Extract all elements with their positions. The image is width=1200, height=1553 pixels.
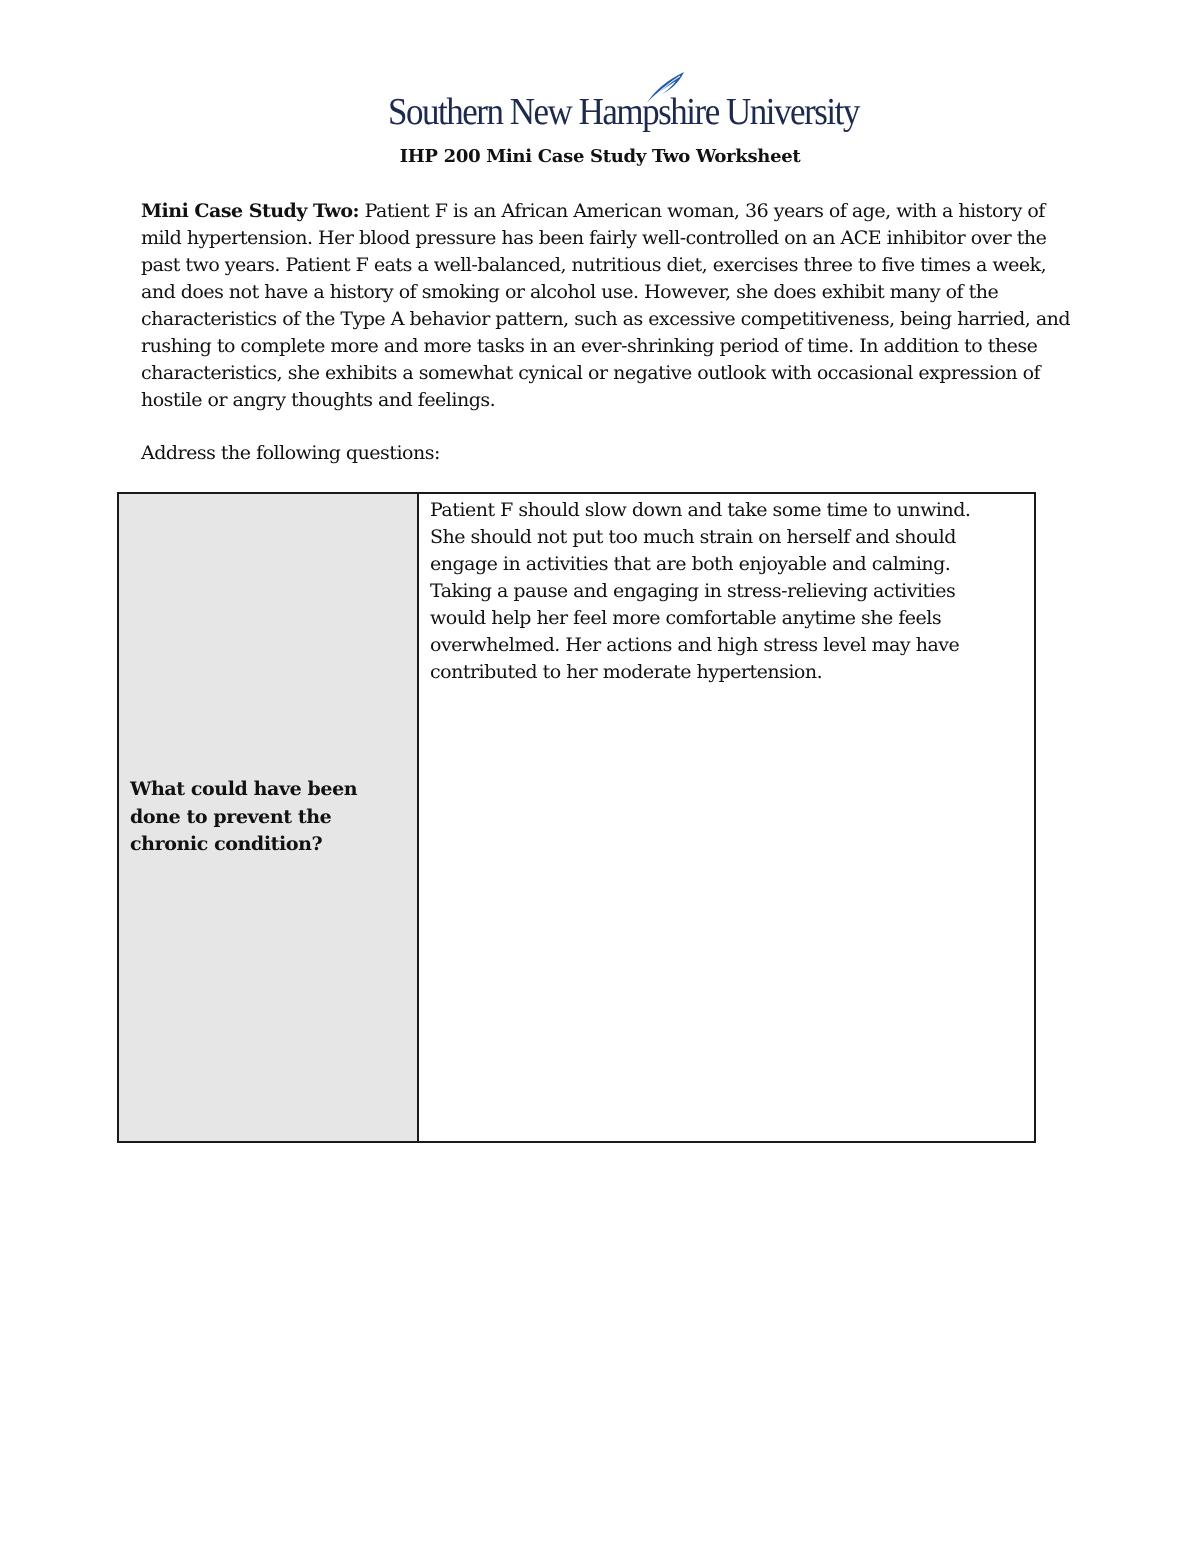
- university-wordmark: Southern New Hampshire University: [388, 91, 859, 133]
- feather-icon: [640, 70, 688, 106]
- instruction-text: Address the following questions:: [141, 442, 440, 464]
- case-study-text: Patient F is an African American woman, 36 years of age, with a history of mild hypertension. Her blood pressure has been fairly well-controlled on an ACE inhibitor over the past two years. Patient F eats a well-balanced, nutritious diet, exercises three to five times a week, and does not have a history of smoking or alcohol use. However, she does exhibit many of the characteristics of the Type A behavior pattern, such as excessive competitiveness, being harried, and rushing to complete more and more tasks in an ever-shrinking period of time. In addition to these characteristics, she exhibits a somewhat cynical or negative outlook with occasional expression of hostile or angry thoughts and feelings.: [141, 200, 1071, 411]
- table-row: [118, 493, 1035, 1142]
- answer-text: Patient F should slow down and take some time to unwind. She should not put too much strain on herself and should engage in activities that are both enjoyable and calming. Taking a pause and engaging in stress-relieving activities would help her feel more comfortable anytime she feels overwhelmed. Her actions and high stress level may have contributed to her moderate hypertension.: [430, 499, 971, 683]
- case-study-label: Mini Case Study Two:: [141, 200, 360, 222]
- question-cell: [118, 493, 418, 1142]
- page-title: IHP 200 Mini Case Study Two Worksheet: [399, 146, 801, 167]
- university-logo: [388, 70, 859, 136]
- question-text: What could have been done to prevent the chronic condition?: [130, 778, 358, 856]
- case-study-paragraph: [141, 198, 1071, 414]
- worksheet-table: [117, 492, 1036, 1143]
- answer-cell[interactable]: [418, 493, 1035, 1142]
